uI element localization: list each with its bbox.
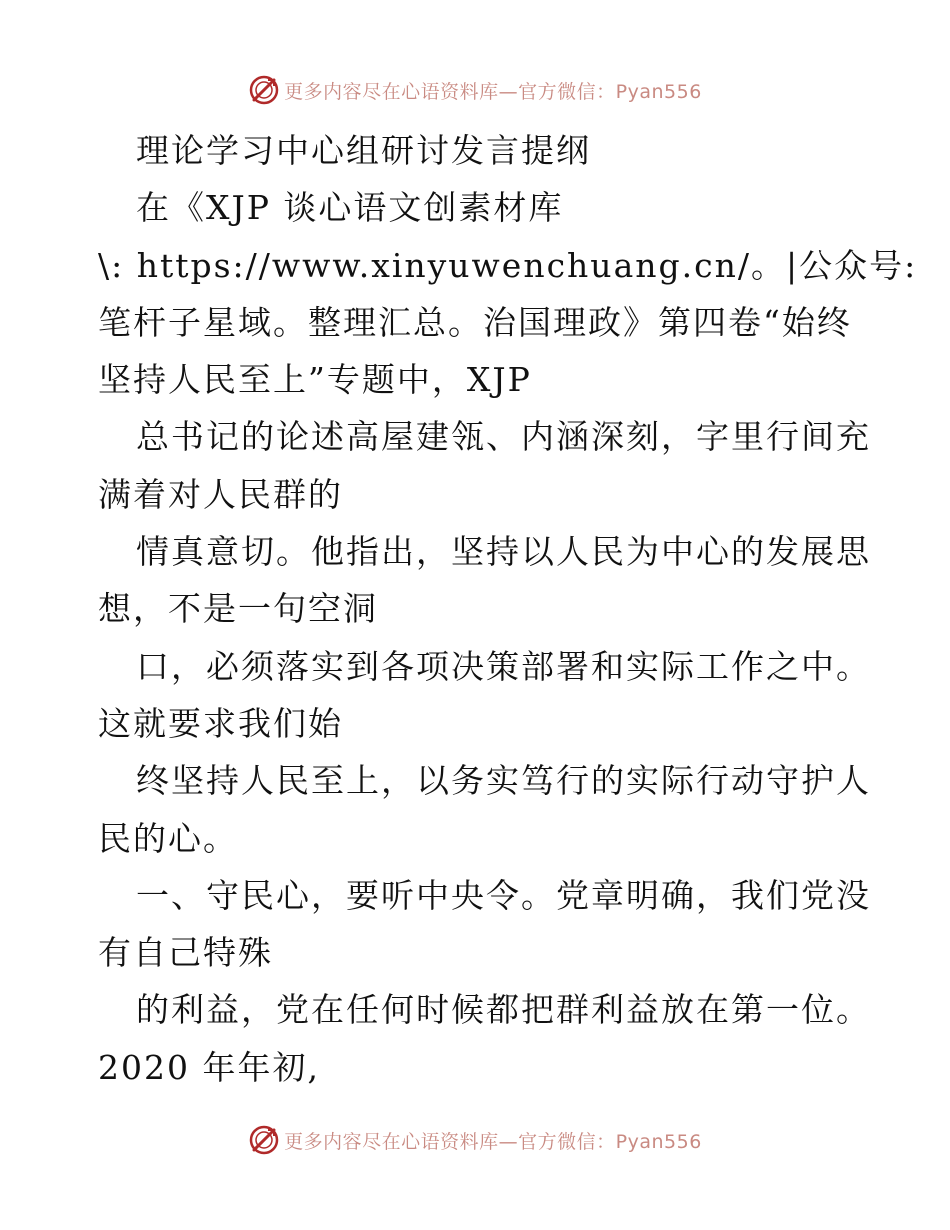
text-line: 一、守民心，要听中央令。党章明确，我们党没 xyxy=(136,875,871,915)
text-line: 有自己特殊 xyxy=(98,933,273,973)
text-line: 理论学习中心组研讨发言提纲 xyxy=(136,131,591,170)
text-line: 民的心。 xyxy=(98,818,238,858)
text-line: 情真意切。他指出，坚持以人民为中心的发展思 xyxy=(136,532,871,572)
text-line: 坚持人民至上”专题中，XJP xyxy=(98,360,532,400)
text-line: \: https://www.xinyuwenchuang.cn/。|公众号: xyxy=(98,245,918,285)
footer-watermark-text: 更多内容尽在心语资料库—官方微信：Pyan556 xyxy=(284,1130,702,1153)
text-line: 的利益，党在任何时候都把群利益放在第一位。 xyxy=(136,990,871,1030)
text-line: 满着对人民群的 xyxy=(98,474,343,514)
text-line: 终坚持人民至上，以务实笃行的实际行动守护人 xyxy=(136,761,871,801)
text-line: 想，不是一句空洞 xyxy=(98,589,378,629)
text-line: 口，必须落实到各项决策部署和实际工作之中。 xyxy=(136,646,871,686)
header-watermark-text: 更多内容尽在心语资料库—官方微信：Pyan556 xyxy=(284,80,702,103)
text-line: 笔杆子星域。整理汇总。治国理政》第四卷“始终 xyxy=(98,302,852,342)
text-line: 在《XJP 谈心语文创素材库 xyxy=(136,188,564,228)
seal-logo-icon xyxy=(248,74,280,106)
text-line: 2020 年年初, xyxy=(98,1047,320,1087)
text-line: 这就要求我们始 xyxy=(98,703,343,743)
header-watermark-banner xyxy=(0,70,950,110)
seal-logo-icon xyxy=(248,1124,280,1156)
document-body xyxy=(98,122,918,1096)
text-line: 总书记的论述高屋建瓴、内涵深刻，字里行间充 xyxy=(136,417,871,457)
footer-watermark-banner xyxy=(0,1120,950,1160)
